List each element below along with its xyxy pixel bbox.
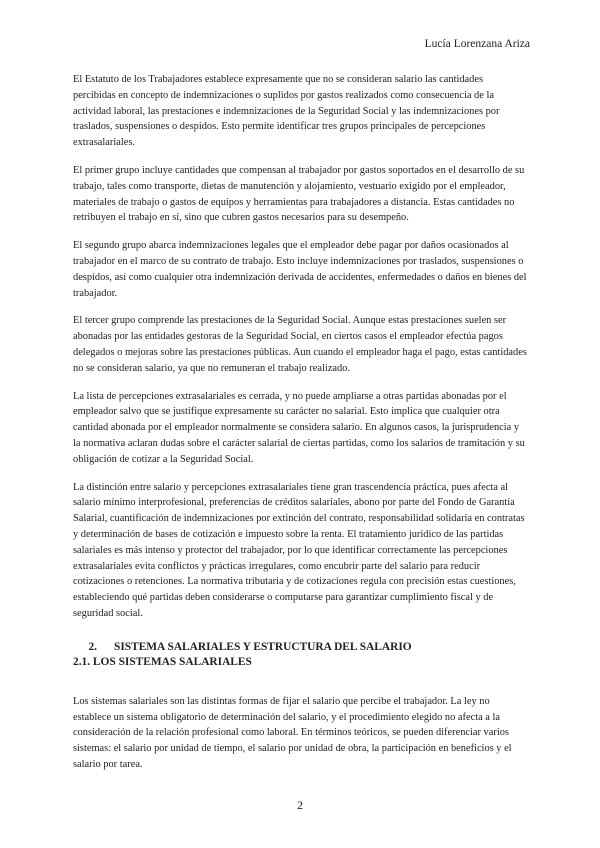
paragraph-excluded-items: El Estatuto de los Trabajadores establece expresamente que no se consideran salario las cantidades percibidas en concepto de indemnizaciones o suplidos por gastos realizados como consecuencia de la actividad laboral, las prestaciones e indemnizaciones de la Seguridad Social y las indemnizaciones por traslados, suspensiones o despidos. Esto permite identificar tres grupos principales de percepciones extrasalariales. — [73, 74, 500, 149]
subsection-heading: 2.1. LOS SISTEMAS SALARIALES — [73, 655, 252, 668]
paragraph-closed-list: La lista de percepciones extrasalariales es cerrada, y no puede ampliarse a otras partidas abonadas por el empleador salvo que se justifique expresamente su carácter no salarial. Esto implica que cualquier otra cantidad abonada por el empleador normalmente se considera salario. En algunos casos, la jurisprudencia y la normativa aclaran dudas sobre el carácter salarial de ciertas partidas, como los salarios de tramitación y su obligación de cotizar a la Seguridad Social. — [73, 390, 525, 465]
paragraph-second-group: El segundo grupo abarca indemnizaciones legales que el empleador debe pagar por daños ocasionados al trabajador en el marco de su contrato de trabajo. Esto incluye indemnizaciones por traslados, suspensiones o despidos, así como cualquier otra indemnización derivada de accidentes, enfermedades o daños en bienes del trabajador. — [73, 240, 527, 299]
paragraph-distinction: La distinción entre salario y percepciones extrasalariales tiene gran trascendencia práctica, pues afecta al salario mínimo interprofesional, preferencias de créditos salariales, abono por parte del Fondo de Garantía Salarial, cuantificación de indemnizaciones por extinción del contrato, responsabilidad solidaria en contratas y determinación de bases de cotización e impuesto sobre la renta. El tratamiento jurídico de las partidas salariales es más intenso y protector del trabajador, por lo que identificar correctamente las percepciones extrasalariales evita conflictos y prácticas irregulares, como encubrir parte del salario para reducir cotizaciones o retenciones. La normativa tributaria y de cotizaciones regula con precisión estas cuestiones, estableciendo qué partidas deben considerarse o computarse para garantizar cumplimiento fiscal y de seguridad social. — [73, 481, 525, 619]
section-number: 2. — [88, 640, 97, 653]
section-title: SISTEMA SALARIALES Y ESTRUCTURA DEL SALARIO — [114, 640, 412, 653]
page-number: 2 — [297, 798, 303, 812]
header-author: Lucía Lorenzana Ariza — [424, 38, 530, 50]
document-body — [73, 72, 527, 785]
paragraph-third-group: El tercer grupo comprende las prestaciones de la Seguridad Social. Aunque estas prestaciones suelen ser abonadas por las entidades gestoras de la Seguridad Social, en ciertos casos el empleador efectúa pagos delegados o mejoras sobre las prestaciones públicas. Aun cuando el empleador haga el pago, estas cantidades no se consideran salario, ya que no remuneran el trabajo realizado. — [73, 315, 527, 374]
paragraph-salary-systems: Los sistemas salariales son las distintas formas de fijar el salario que percibe el trabajador. La ley no establece un sistema obligatorio de determinación del salario, y el procedimiento elegido no afecta a la consideración de la relación profesional como laboral. En términos teóricos, se pueden diferenciar varios sistemas: el salario por unidad de tiempo, el salario por unidad de obra, la participación en beneficios y el salario por tarea. — [73, 695, 512, 770]
paragraph-first-group: El primer grupo incluye cantidades que compensan al trabajador por gastos soportados en el desarrollo de su trabajo, tales como transporte, dietas de manutención y alojamiento, vestuario exigido por el empleador, materiales de trabajo o gastos de equipos y herramientas para trabajadores a distancia. Estas cantidades no retribuyen el trabajo en sí, sino que cubren gastos necesarios para su desempeño. — [73, 164, 525, 224]
section-heading — [73, 640, 527, 655]
